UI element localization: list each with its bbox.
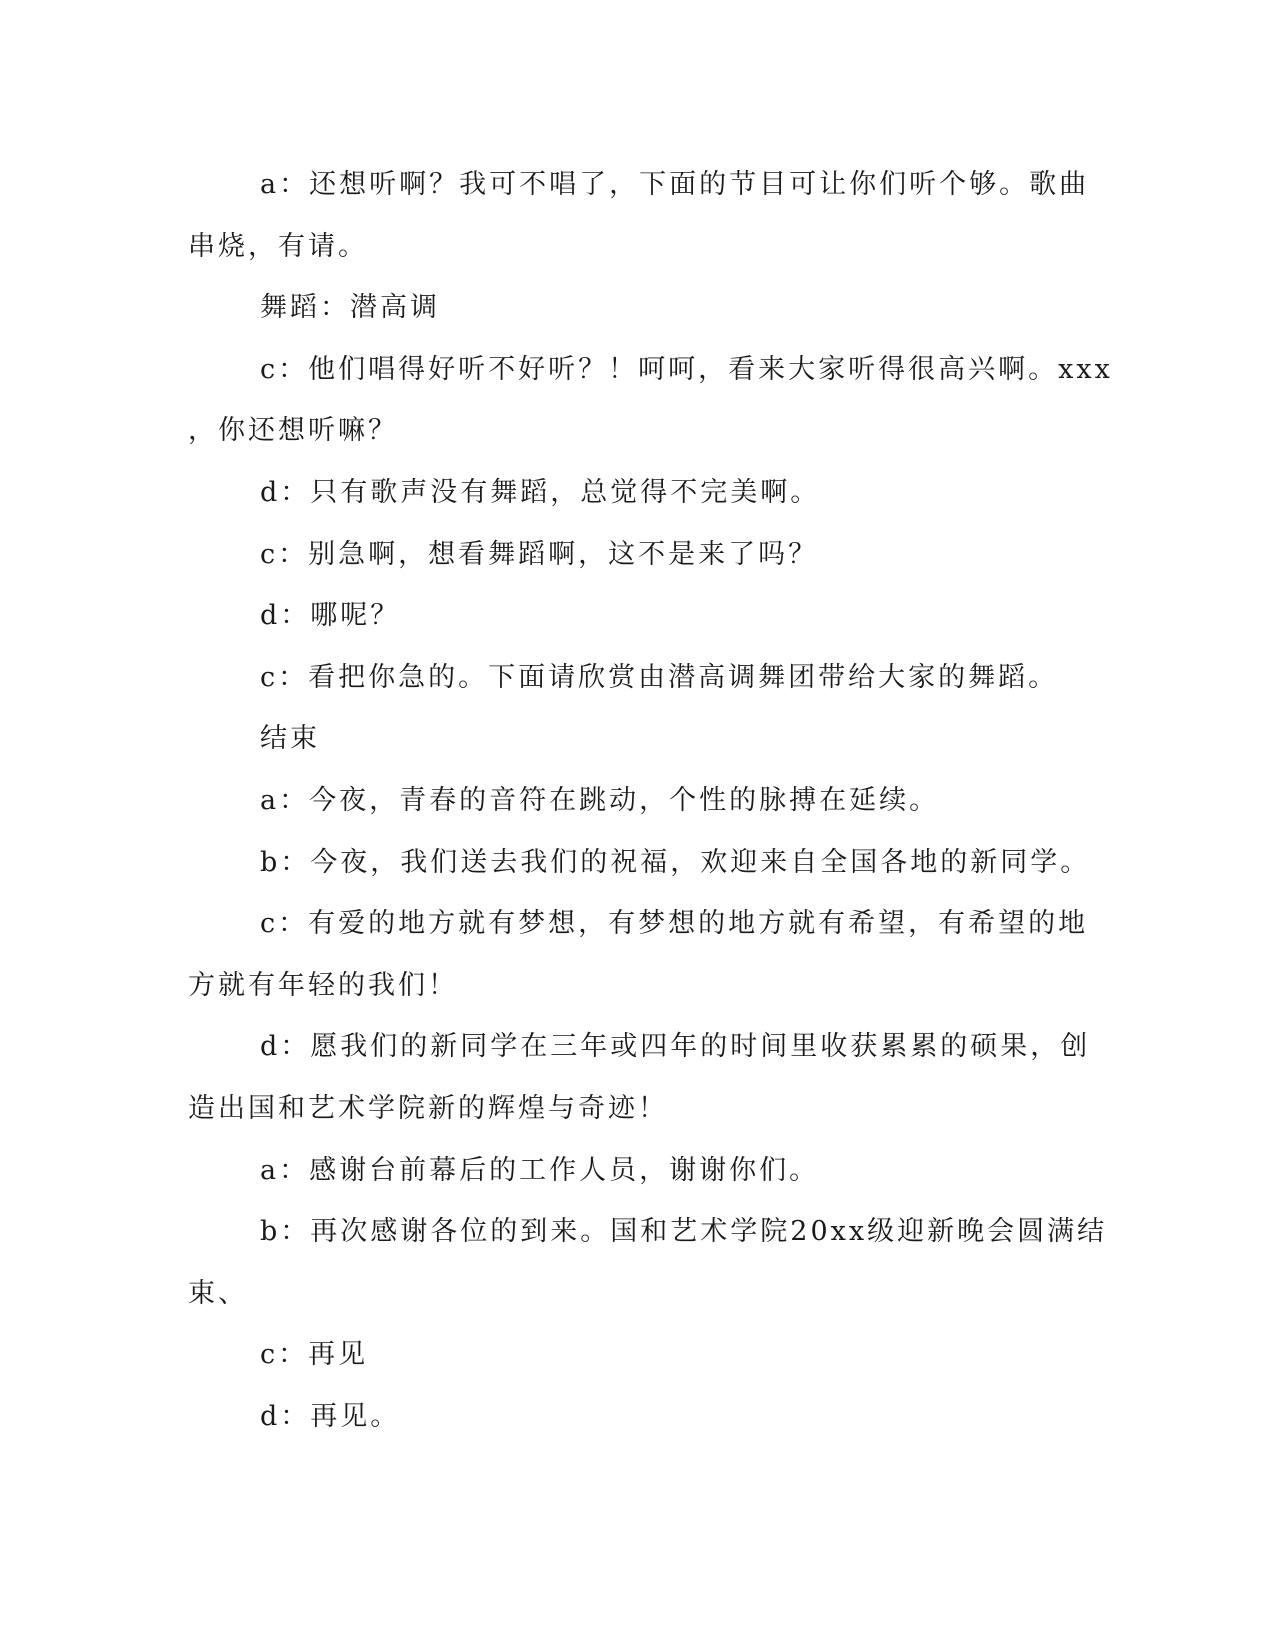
- text-line: a：感谢台前幕后的工作人员，谢谢你们。: [260, 1154, 820, 1186]
- text-line: a：今夜，青春的音符在跳动，个性的脉搏在延续。: [260, 784, 940, 816]
- document-body: [188, 154, 1113, 1447]
- text-line: c：他们唱得好听不好听？！呵呵，看来大家听得很高兴啊。xxx: [260, 353, 1113, 385]
- text-line: 串烧，有请。: [188, 230, 368, 262]
- text-line: 造出国和艺术学院新的辉煌与奇迹！: [188, 1092, 668, 1124]
- text-line: a：还想听啊？我可不唱了，下面的节目可让你们听个够。歌曲: [260, 169, 1090, 200]
- text-line: d：愿我们的新同学在三年或四年的时间里收获累累的硕果，创: [260, 1031, 1091, 1063]
- text-line: 舞蹈：潜高调: [260, 292, 440, 324]
- text-line: b：再次感谢各位的到来。国和艺术学院20xx级迎新晚会圆满结: [260, 1216, 1108, 1248]
- text-line: d：只有歌声没有舞蹈，总觉得不完美啊。: [260, 476, 821, 508]
- text-line: d：哪呢？: [260, 600, 401, 632]
- text-line: ，你还想听嘛？: [188, 415, 398, 447]
- text-line: 方就有年轻的我们！: [188, 969, 458, 1001]
- text-line: c：有爱的地方就有梦想，有梦想的地方就有希望，有希望的地: [260, 908, 1089, 940]
- text-line: d：再见。: [260, 1400, 401, 1432]
- section-heading: 结束: [260, 723, 320, 755]
- text-line: c：别急啊，想看舞蹈啊，这不是来了吗？: [260, 538, 819, 570]
- text-line: b：今夜，我们送去我们的祝福，欢迎来自全国各地的新同学。: [260, 846, 1091, 878]
- text-line: 束、: [188, 1277, 248, 1309]
- text-line: c：看把你急的。下面请欣赏由潜高调舞团带给大家的舞蹈。: [260, 661, 1059, 693]
- text-line: c：再见: [260, 1339, 369, 1371]
